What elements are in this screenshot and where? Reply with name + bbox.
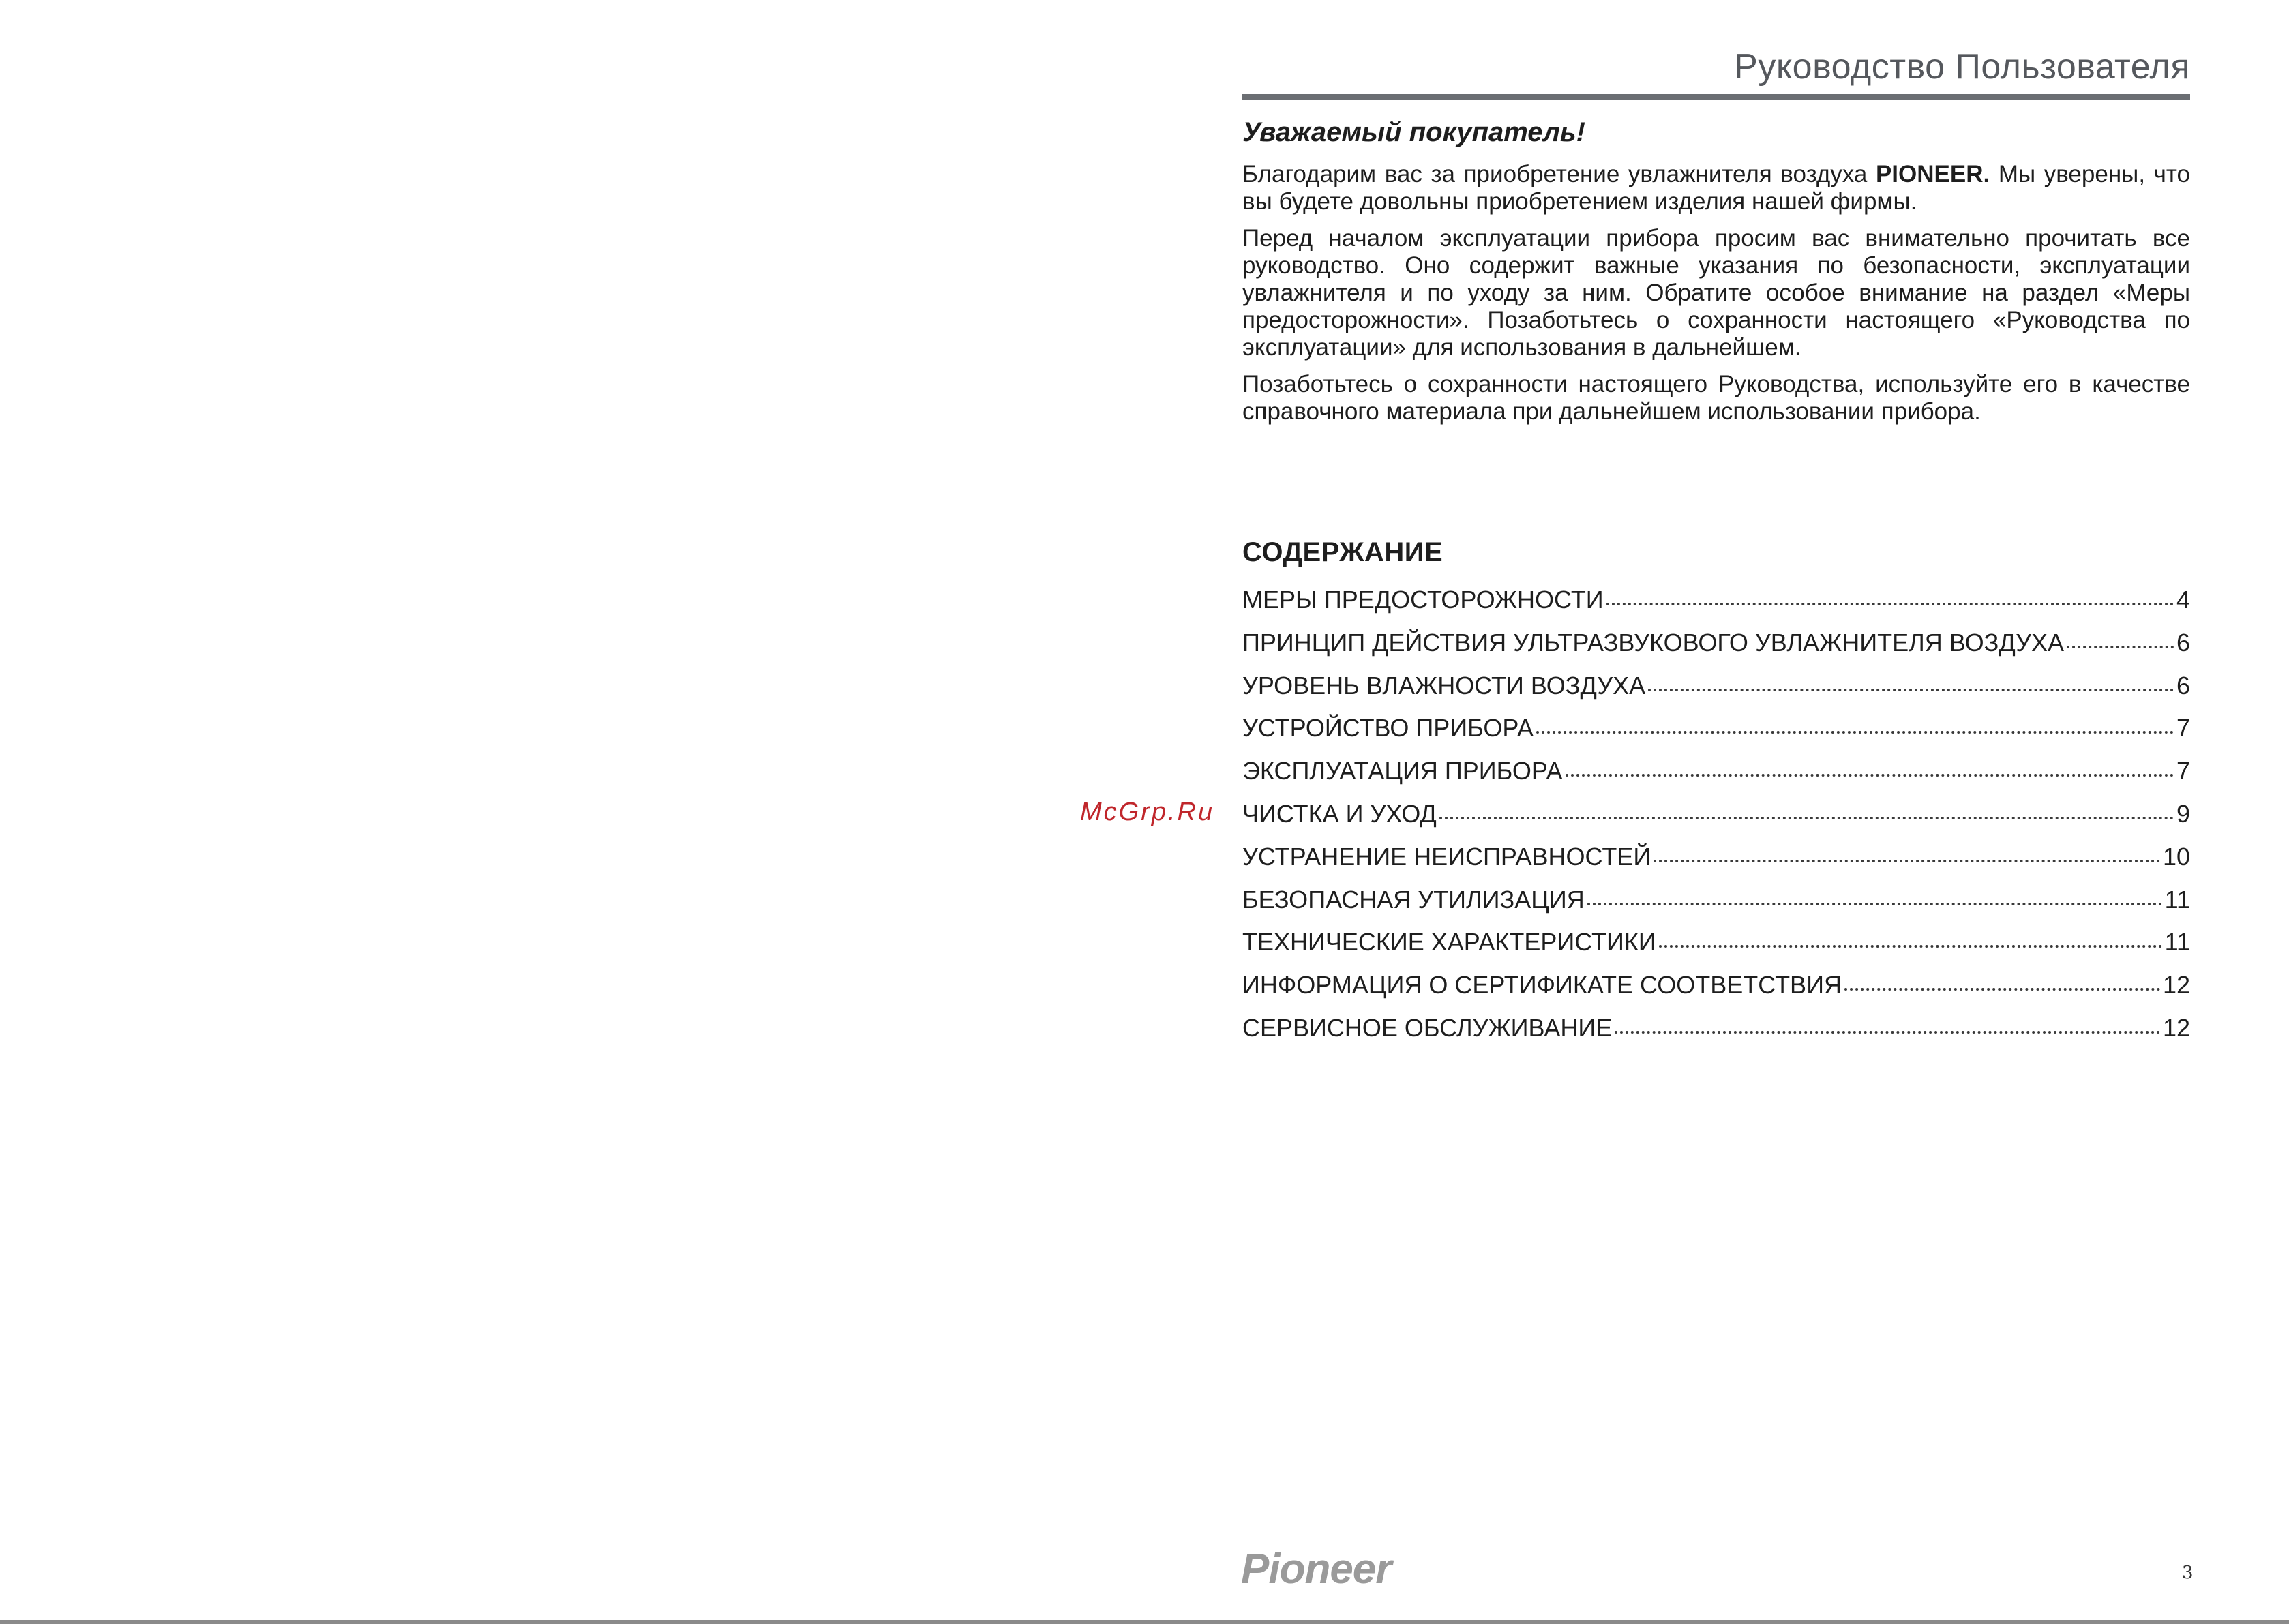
toc-item-page: 12 (2162, 1013, 2190, 1042)
toc-item-label: УРОВЕНЬ ВЛАЖНОСТИ ВОЗДУХА (1242, 671, 1646, 700)
toc-item-page: 4 (2176, 586, 2190, 614)
toc-item-page: 7 (2176, 714, 2190, 742)
toc-item[interactable] (1242, 579, 2190, 622)
toc-item-page: 6 (2176, 628, 2190, 657)
toc-item-page: 6 (2176, 671, 2190, 700)
toc-item-page: 12 (2162, 971, 2190, 999)
toc-item[interactable] (1242, 793, 2190, 836)
toc-item-page: 7 (2176, 757, 2190, 785)
toc-item[interactable] (1242, 964, 2190, 1007)
toc-leader-dots (2067, 646, 2174, 648)
toc-item-label: УСТРАНЕНИЕ НЕИСПРАВНОСТЕЙ (1242, 842, 1651, 871)
intro-paragraph-2: Перед началом эксплуатации прибора просим вас внимательно прочитать все руководство. Оно содержит важные указания по безопасности, эксплуатации увлажнителя и по уходу за ним. Обратите особое внимание на раздел «Меры предосторожности». Позаботьтесь о сохранности настоящего «Руководства по эксплуатации» для использования в дальнейшем. (1242, 225, 2190, 361)
toc-leader-dots (1844, 988, 2160, 991)
header-divider (1242, 94, 2190, 100)
page-header (1242, 41, 2190, 102)
toc-leader-dots (1536, 731, 2174, 734)
toc-item[interactable] (1242, 879, 2190, 922)
toc-leader-dots (1615, 1031, 2160, 1034)
toc-item-label: МЕРЫ ПРЕДОСТОРОЖНОСТИ (1242, 586, 1604, 614)
toc-item-label: ТЕХНИЧЕСКИЕ ХАРАКТЕРИСТИКИ (1242, 928, 1656, 957)
toc-item-label: СЕРВИСНОЕ ОБСЛУЖИВАНИЕ (1242, 1013, 1613, 1042)
intro-paragraph-1-end: Мы уверены, что вы будете довольны приобретением изделия нашей фирмы. (1242, 161, 2190, 215)
toc-item-label: ПРИНЦИП ДЕЙСТВИЯ УЛЬТРАЗВУКОВОГО УВЛАЖНИТЕЛЯ ВОЗДУХА (1242, 628, 2064, 657)
intro-paragraph-3: Позаботьтесь о сохранности настоящего Руководства, используйте его в качестве справочного материала при дальнейшем использовании прибора. (1242, 371, 2190, 425)
toc-leader-dots (1654, 860, 2160, 862)
toc-item[interactable] (1242, 1007, 2190, 1050)
toc-item[interactable] (1242, 707, 2190, 750)
toc-item-label: ЭКСПЛУАТАЦИЯ ПРИБОРА (1242, 757, 1563, 785)
toc-leader-dots (1587, 903, 2162, 905)
toc-item[interactable] (1242, 921, 2190, 964)
brand-name: PIONEER. (1875, 161, 1990, 187)
watermark-text: McGrp.Ru (1080, 798, 1215, 826)
toc-item-label: ИНФОРМАЦИЯ О СЕРТИФИКАТЕ СООТВЕТСТВИЯ (1242, 971, 1842, 999)
bottom-divider (0, 1620, 2289, 1624)
toc-item-page: 11 (2164, 885, 2190, 914)
toc-item-page: 10 (2162, 842, 2190, 871)
toc-item-page: 11 (2164, 928, 2190, 957)
toc-heading: СОДЕРЖАНИЕ (1242, 537, 1443, 567)
toc-item-label: УСТРОЙСТВО ПРИБОРА (1242, 714, 1534, 742)
toc-leader-dots (1648, 689, 2174, 691)
toc-item-label: ЧИСТКА И УХОД (1242, 799, 1437, 828)
toc-item-page: 9 (2176, 799, 2190, 828)
toc-item[interactable] (1242, 665, 2190, 708)
greeting-heading: Уважаемый покупатель! (1242, 117, 1585, 147)
toc-leader-dots (1659, 945, 2162, 948)
toc-item[interactable] (1242, 836, 2190, 879)
pioneer-logo: Pioneer (1241, 1546, 1392, 1593)
page-title: Руководство Пользователя (1734, 47, 2190, 87)
page-number: 3 (2182, 1563, 2194, 1583)
intro-paragraph-1-start: Благодарим вас за приобретение увлажнителя воздуха (1242, 161, 1876, 187)
intro-section (1242, 116, 2190, 435)
toc-item[interactable] (1242, 750, 2190, 793)
toc-leader-dots (1566, 774, 2174, 777)
toc-list (1242, 579, 2190, 1050)
toc-leader-dots (1606, 603, 2174, 605)
toc-leader-dots (1439, 817, 2174, 819)
table-of-contents (1242, 535, 2190, 1050)
toc-item[interactable] (1242, 622, 2190, 665)
toc-item-label: БЕЗОПАСНАЯ УТИЛИЗАЦИЯ (1242, 885, 1585, 914)
intro-paragraph-1 (1242, 161, 2190, 215)
